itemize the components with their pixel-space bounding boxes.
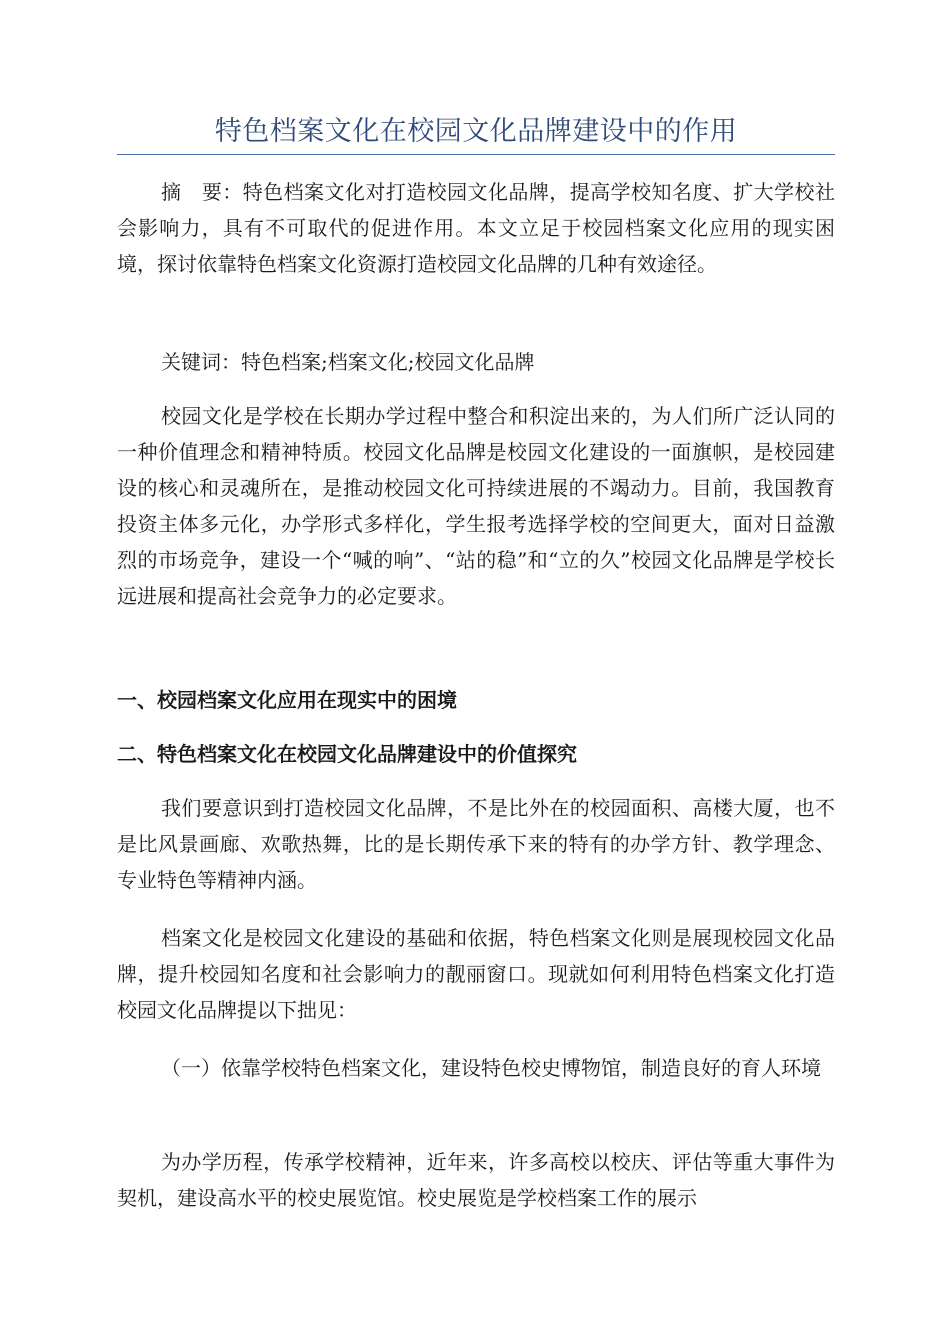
body-paragraph-4: 为办学历程，传承学校精神，近年来，许多高校以校庆、评估等重大事件为契机，建设高水平的校史展览馆。校史展览是学校档案工作的展示 (117, 1150, 835, 1210)
document-title: 特色档案文化在校园文化品牌建设中的作用 (214, 116, 738, 147)
subsection-heading-1: （一）依靠学校特色档案文化，建设特色校史博物馆，制造良好的育人环境 (161, 1056, 821, 1080)
section-heading-1: 一、校园档案文化应用在现实中的困境 (117, 688, 457, 712)
body-paragraph-3: 档案文化是校园文化建设的基础和依据，特色档案文化则是展现校园文化品牌，提升校园知名度和社会影响力的靓丽窗口。现就如何利用特色档案文化打造校园文化品牌提以下拙见： (117, 926, 835, 1022)
section-heading-2: 二、特色档案文化在校园文化品牌建设中的价值探究 (117, 742, 577, 766)
body-paragraph-2: 我们要意识到打造校园文化品牌，不是比外在的校园面积、高楼大厦，也不是比风景画廊、欢歌热舞，比的是长期传承下来的特有的办学方针、教学理念、专业特色等精神内涵。 (117, 796, 835, 892)
body-paragraph-1: 校园文化是学校在长期办学过程中整合和积淀出来的，为人们所广泛认同的一种价值理念和精神特质。校园文化品牌是校园文化建设的一面旗帜，是校园建设的核心和灵魂所在，是推动校园文化可持续进展的不竭动力。目前，我国教育投资主体多元化，办学形式多样化，学生报考选择学校的空间更大，面对日益激烈的市场竞争，建设一个“喊的响”、“站的稳”和“立的久”校园文化品牌是学校长远进展和提高社会竞争力的必定要求。 (117, 404, 835, 608)
title-underline (117, 154, 835, 155)
abstract-paragraph: 摘 要：特色档案文化对打造校园文化品牌，提高学校知名度、扩大学校社会影响力，具有不可取代的促进作用。本文立足于校园档案文化应用的现实困境，探讨依靠特色档案文化资源打造校园文化品牌的几种有效途径。 (117, 180, 835, 276)
keywords-line: 关键词：特色档案;档案文化;校园文化品牌 (161, 350, 535, 374)
